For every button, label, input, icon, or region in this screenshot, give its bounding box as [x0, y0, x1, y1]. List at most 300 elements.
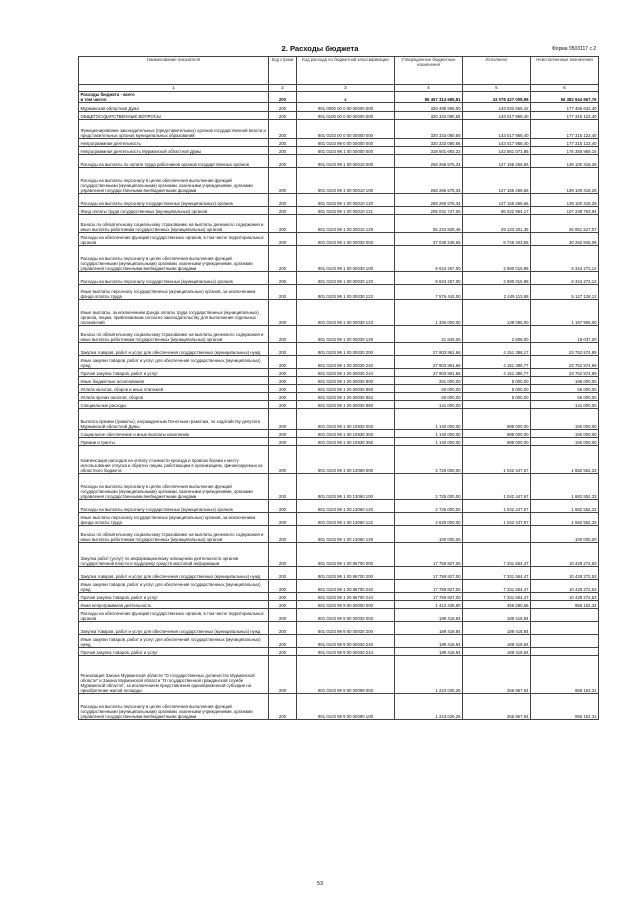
table-row — [79, 139, 599, 147]
table-row — [79, 409, 599, 430]
row-approved: 318 501 693,22 — [395, 147, 463, 155]
row-unexecuted: 1 682 552,33 — [531, 446, 599, 474]
table-row — [79, 194, 599, 207]
row-code: 200 — [269, 648, 297, 656]
row-executed: 5 000,00 — [463, 385, 531, 393]
table-row — [79, 401, 599, 409]
row-approved: 268 266 575,34 — [395, 194, 463, 207]
row-budget-code: 801 0103 99 1 00 86700 000 — [297, 543, 395, 567]
row-executed: 43 078 427 008,98 — [463, 92, 531, 103]
row-code: 200 — [269, 246, 297, 272]
row-executed — [463, 401, 531, 409]
table-row — [79, 272, 599, 285]
row-approved: 320 333 080,56 — [395, 112, 463, 120]
row-approved: 2 625 000,00 — [395, 513, 463, 526]
row-code: 200 — [269, 92, 297, 103]
row-unexecuted: 1 682 552,33 — [531, 500, 599, 513]
row-code: 200 — [269, 120, 297, 139]
row-unexecuted: 10 428 272,53 — [531, 580, 599, 593]
table-row — [79, 385, 599, 393]
table-row — [79, 326, 599, 343]
row-approved: 8 634 267,00 — [395, 246, 463, 272]
row-name: Выплата премии (грамоты), награжденным Почетным грамотам, по ходатайству депутата Мурманской областной Думы — [79, 409, 269, 430]
row-budget-code: 801 0103 99 9 00 00030 200 — [297, 622, 395, 635]
table-row — [79, 430, 599, 438]
row-approved: 27 903 961,66 — [395, 369, 463, 377]
row-approved: 17 759 827,00 — [395, 567, 463, 580]
col-number: 6 — [531, 85, 599, 92]
row-budget-code: 801 0103 99 9 00 00030 240 — [297, 635, 395, 648]
row-code: 200 — [269, 409, 297, 430]
row-executed: 138 095,00 — [463, 300, 531, 326]
row-name: Социальное обеспечение и иные выплаты населению — [79, 430, 269, 438]
row-budget-code: 801 0103 99 1 00 00030 240 — [297, 356, 395, 369]
row-approved: 189 418,84 — [395, 609, 463, 622]
row-code: 200 — [269, 609, 297, 622]
row-budget-code: 801 0103 99 1 00 00030 800 — [297, 377, 395, 385]
row-unexecuted: 139 100 318,28 — [531, 155, 599, 168]
row-unexecuted: 177 466 632,40 — [531, 103, 599, 112]
row-approved: 86 457 314 686,81 — [395, 92, 463, 103]
row-name: Расходы на обеспечение функций государственных органов, в том числе территориальных органов — [79, 609, 269, 622]
table-row — [79, 446, 599, 474]
row-executed: 7 331 554,47 — [463, 567, 531, 580]
row-approved: 100 000,00 — [395, 526, 463, 543]
row-name: Закупка товаров, работ и услуг для обеспечения государственных (муниципальных) нужд — [79, 567, 269, 580]
row-code: 200 — [269, 343, 297, 356]
row-executed: 4 151 386,77 — [463, 356, 531, 369]
row-approved: 8 634 267,00 — [395, 272, 463, 285]
row-budget-code: 801 0103 99 1 00 00030 200 — [297, 343, 395, 356]
row-approved: 320 495 595,00 — [395, 103, 463, 112]
row-code: 200 — [269, 385, 297, 393]
row-name: Мурманская областная Дума — [79, 103, 269, 112]
row-executed — [463, 526, 531, 543]
table-body — [79, 92, 599, 720]
col-header-plan: Утвержденные бюджетные назначения — [395, 57, 463, 85]
row-unexecuted: 141 000,00 — [531, 401, 599, 409]
table-row — [79, 438, 599, 446]
row-name: Взносы по обязательному социальному страхованию на выплаты денежного содержания и иные выплаты работникам государственных (муниципальных) органов — [79, 215, 269, 233]
row-budget-code: 801 0103 99 1 00 00010 100 — [297, 168, 395, 194]
row-name: Расходы бюджета - всего в том числе: — [79, 92, 269, 103]
row-unexecuted: 1 582 552,33 — [531, 513, 599, 526]
row-name: Взносы по обязательному социальному страхованию на выплаты денежного содержания и иные выплаты работникам государственных (муниципальных) органов — [79, 526, 269, 543]
row-unexecuted: 30 292 845,08 — [531, 233, 599, 246]
row-name: Прочая закупка товаров, работ и услуг — [79, 648, 269, 656]
row-executed: 143 017 958,40 — [463, 120, 531, 139]
row-executed: 4 151 386,17 — [463, 343, 531, 356]
row-approved: 320 333 080,56 — [395, 120, 463, 139]
row-name: Расходы на выплаты персоналу государственных (муниципальных) органов — [79, 194, 269, 207]
table-row — [79, 369, 599, 377]
row-name: Уплата налогов, сборов и иных платежей — [79, 385, 269, 393]
col-header-left: Неисполненные назначения — [531, 57, 599, 85]
table-row — [79, 155, 599, 168]
row-name: Расходы на выплаты персоналу в целях обеспечения выполнения функций государственными (муниципальными) органами, казенными учреждениями, органами управления государственными внебюджетными фондами — [79, 168, 269, 194]
row-code: 200 — [269, 272, 297, 285]
row-code: 200 — [269, 543, 297, 567]
row-approved: 60 000,00 — [395, 393, 463, 401]
table-row — [79, 567, 599, 580]
row-budget-code: 801 0103 99 1 00 00030 244 — [297, 369, 395, 377]
row-unexecuted: 139 100 318,28 — [531, 168, 599, 194]
row-executed: 127 156 266,66 — [463, 194, 531, 207]
col-number: 3 — [297, 85, 395, 92]
row-approved: 21 845,00 — [395, 326, 463, 343]
table-row — [79, 474, 599, 500]
row-executed: 2 449 113,88 — [463, 285, 531, 300]
row-unexecuted: 10 428 272,53 — [531, 567, 599, 580]
row-unexecuted: 1 682 552,33 — [531, 474, 599, 500]
form-code: Форма 0503117 с.2 — [552, 46, 597, 52]
row-code: 200 — [269, 430, 297, 438]
row-approved: 60 000,00 — [395, 385, 463, 393]
row-code: 200 — [269, 635, 297, 648]
row-executed: 5 000,00 — [463, 393, 531, 401]
table-row — [79, 300, 599, 326]
table-row — [79, 377, 599, 385]
row-name: Иные выплаты, за исключением фонда оплаты труда государственных (муниципальных) органов, лицам, привлекаемым согласно законодательству для выполнения отдельных полномочий — [79, 300, 269, 326]
row-executed: 1 042 447,67 — [463, 474, 531, 500]
row-code: 200 — [269, 168, 297, 194]
column-number-row — [79, 85, 599, 92]
col-header-done: Исполнено — [463, 57, 531, 85]
row-approved: 17 759 827,00 — [395, 580, 463, 593]
row-executed: 2 590 015,98 — [463, 272, 531, 285]
row-budget-code: 801 0103 99 9 00 00030 000 — [297, 609, 395, 622]
row-unexecuted: 23 752 574,89 — [531, 343, 599, 356]
row-executed: 143 017 958,40 — [463, 112, 531, 120]
row-name: Закупка товаров, работ и услуг для обеспечения государственных (муниципальных) нужд — [79, 343, 269, 356]
row-budget-code: 801 0100 00 0 00 00000 000 — [297, 112, 395, 120]
row-unexecuted: 956 152,31 — [531, 656, 599, 694]
row-name: Иные выплаты персоналу государственных (муниципальных) органов, за исключением фонда оплаты труда — [79, 285, 269, 300]
table-row — [79, 601, 599, 609]
row-code: 200 — [269, 300, 297, 326]
row-code: 200 — [269, 393, 297, 401]
table-row — [79, 543, 599, 567]
row-approved: 1 140 000,00 — [395, 430, 463, 438]
row-unexecuted — [531, 609, 599, 622]
row-name: Расходы на выплаты по оплате труда работников органов государственных органов — [79, 155, 269, 168]
table-row — [79, 168, 599, 194]
row-executed: 1 042 447,67 — [463, 500, 531, 513]
col-number: 5 — [463, 85, 531, 92]
row-budget-code: 801 0103 99 1 00 10830 350 — [297, 438, 395, 446]
row-executed: 1 042 447,67 — [463, 513, 531, 526]
row-code: 200 — [269, 526, 297, 543]
row-unexecuted: 107 248 763,94 — [531, 207, 599, 215]
table-row — [79, 285, 599, 300]
row-name: Взносы по обязательному социальному страхованию на выплаты денежного содержания и иные выплаты работникам государственных (муниципальных) органов — [79, 326, 269, 343]
row-name: ОБЩЕГОСУДАРСТВЕННЫЕ ВОПРОСЫ — [79, 112, 269, 120]
row-approved: 1 140 000,00 — [395, 409, 463, 430]
table-row — [79, 246, 599, 272]
row-name: Уплата прочих налогов, сборов — [79, 393, 269, 401]
table-row — [79, 648, 599, 656]
row-budget-code: 801 0103 99 1 00 10830 000 — [297, 409, 395, 430]
row-name: Иные закупки товаров, работ и услуг для обеспечения государственных (муниципальных) нужд — [79, 580, 269, 593]
row-code: 200 — [269, 438, 297, 446]
row-approved: 27 903 961,66 — [395, 356, 463, 369]
row-approved: 1 336 000,00 — [395, 300, 463, 326]
row-budget-code: 801 0103 99 1 00 86700 244 — [297, 593, 395, 601]
row-unexecuted: 196 000,00 — [531, 377, 599, 385]
row-name: Закупка работ (услуг) по информационному освещению деятельности органов государственной власти и поддержку средств массовой информации — [79, 543, 269, 567]
row-unexecuted — [531, 635, 599, 648]
row-unexecuted: 139 100 318,28 — [531, 194, 599, 207]
row-unexecuted: 26 851 527,07 — [531, 215, 599, 233]
row-approved: 189 418,84 — [395, 622, 463, 635]
row-approved: 1 223 026,26 — [395, 656, 463, 694]
row-budget-code: x — [297, 92, 395, 103]
row-approved: 7 576 442,00 — [395, 285, 463, 300]
row-code: 200 — [269, 147, 297, 155]
row-budget-code: 801 0103 99 1 00 00030 880 — [297, 401, 395, 409]
row-unexecuted: 956 152,34 — [531, 601, 599, 609]
row-budget-code: 801 0103 99 1 00 00030 123 — [297, 300, 395, 326]
row-approved: 1 412 436,90 — [395, 601, 463, 609]
row-budget-code: 801 0103 99 9 00 00090 000 — [297, 656, 395, 694]
row-executed: 985 000,00 — [463, 409, 531, 430]
row-code: 200 — [269, 139, 297, 147]
row-budget-code: 801 0103 99 1 00 13060 122 — [297, 513, 395, 526]
row-name: Иные бюджетные ассигнования — [79, 377, 269, 385]
row-name: Фонд оплаты труда государственных (муниципальных) органов — [79, 207, 269, 215]
table-row — [79, 112, 599, 120]
row-approved: 268 266 575,34 — [395, 155, 463, 168]
row-executed: 985 000,00 — [463, 430, 531, 438]
row-executed: 142 561 071,85 — [463, 147, 531, 155]
col-number: 4 — [395, 85, 463, 92]
row-executed: 143 017 958,40 — [463, 139, 531, 147]
row-name: Иные закупки товаров, работ и услуг для обеспечения государственных (муниципальных) нужд — [79, 635, 269, 648]
row-budget-code: 801 0103 99 1 00 00010 000 — [297, 155, 395, 168]
row-code: 200 — [269, 622, 297, 635]
row-name: Расходы на обеспечение функций государственных органов, в том числе территориальных органов — [79, 233, 269, 246]
row-code: 200 — [269, 233, 297, 246]
row-executed: 96 022 954,17 — [463, 207, 531, 215]
table-row — [79, 120, 599, 139]
row-budget-code: 801 0103 99 1 00 00030 129 — [297, 326, 395, 343]
row-budget-code: 801 0103 99 1 00 13060 120 — [297, 500, 395, 513]
row-name: Функционирование законодательных (представительных) органов государственной власти и представительных органов муниципальных образований — [79, 120, 269, 139]
row-executed: 127 156 266,66 — [463, 155, 531, 168]
row-executed: 127 156 266,66 — [463, 168, 531, 194]
row-approved: 2 725 000,00 — [395, 446, 463, 474]
row-code: 200 — [269, 567, 297, 580]
row-code: 200 — [269, 513, 297, 526]
row-budget-code: 801 0103 99 1 00 86700 200 — [297, 567, 395, 580]
row-executed: 266 867,94 — [463, 694, 531, 720]
row-name: Иные выплаты персоналу государственных (муниципальных) органов, за исключением фонда оплаты труда — [79, 513, 269, 526]
row-budget-code: 801 0103 99 1 00 00030 850 — [297, 385, 395, 393]
row-approved: 2 725 000,00 — [395, 474, 463, 500]
row-executed: 189 418,84 — [463, 622, 531, 635]
row-unexecuted: 10 428 272,53 — [531, 593, 599, 601]
row-code: 200 — [269, 377, 297, 385]
row-name: Специальные расходы — [79, 401, 269, 409]
table-row — [79, 343, 599, 356]
table-row — [79, 580, 599, 593]
row-budget-code: 801 0103 99 1 00 00010 120 — [297, 194, 395, 207]
row-name: Прочая закупка товаров, работ и услуг — [79, 369, 269, 377]
row-unexecuted — [531, 622, 599, 635]
row-code: 200 — [269, 580, 297, 593]
table-row — [79, 609, 599, 622]
row-executed: 189 418,84 — [463, 609, 531, 622]
row-name: Прочая закупка товаров, работ и услуг — [79, 593, 269, 601]
row-budget-code: 801 0103 99 1 00 13060 129 — [297, 526, 395, 543]
row-name: Компенсация расходов на оплату стоимости проезда и провоза багажа к месту использования отпуска и обратно лицам, работающим в организациях, финансируемых из областного бюджета — [79, 446, 269, 474]
row-approved: 17 759 827,00 — [395, 593, 463, 601]
row-executed: 29 133 301,38 — [463, 215, 531, 233]
row-unexecuted: 55 000,00 — [531, 393, 599, 401]
row-code: 200 — [269, 194, 297, 207]
row-budget-code: 801 0103 99 9 00 00030 244 — [297, 648, 395, 656]
row-code: 200 — [269, 694, 297, 720]
table-row — [79, 593, 599, 601]
row-unexecuted: 176 358 969,15 — [531, 147, 599, 155]
row-executed: 6 745 403,55 — [463, 233, 531, 246]
row-executed: 7 331 554,47 — [463, 593, 531, 601]
row-unexecuted: 5 127 128,12 — [531, 285, 599, 300]
col-header-code: Код строки — [269, 57, 297, 85]
row-approved: 189 418,84 — [395, 648, 463, 656]
row-approved: 205 031 747,00 — [395, 207, 463, 215]
row-approved: 27 903 961,66 — [395, 343, 463, 356]
row-budget-code: 801 0103 99 1 00 00010 121 — [297, 207, 395, 215]
table-row — [79, 356, 599, 369]
row-code: 200 — [269, 112, 297, 120]
row-unexecuted: 6 344 273,12 — [531, 246, 599, 272]
row-budget-code: 801 0103 99 1 00 00030 852 — [297, 393, 395, 401]
row-name: Реализация Закона Мурманской области "О государственных должностях Мурманской области" и Закона Мурманской области "О государственной гражданской службе Мурманской области", за исключением представления единовременной субсидии на приобретение жилой площади — [79, 656, 269, 694]
row-budget-code: 801 0103 00 0 00 00000 000 — [297, 120, 395, 139]
row-approved: 201 000,00 — [395, 377, 463, 385]
expenses-table — [78, 56, 599, 720]
table-row — [79, 656, 599, 694]
row-budget-code: 801 0103 99 1 00 13060 100 — [297, 474, 395, 500]
row-name: Иная непрограммная деятельность — [79, 601, 269, 609]
row-budget-code: 801 0103 99 9 00 00090 100 — [297, 694, 395, 720]
row-budget-code: 801 0103 99 1 00 86700 240 — [297, 580, 395, 593]
row-budget-code: 801 0103 99 1 00 00030 120 — [297, 272, 395, 285]
row-approved: 1 140 000,00 — [395, 438, 463, 446]
table-row — [79, 500, 599, 513]
row-code: 200 — [269, 155, 297, 168]
row-budget-code: 801 0103 99 1 00 00030 100 — [297, 246, 395, 272]
row-unexecuted: 956 152,31 — [531, 694, 599, 720]
row-code: 200 — [269, 326, 297, 343]
row-executed: 266 867,94 — [463, 656, 531, 694]
row-unexecuted: 177 315 122,40 — [531, 139, 599, 147]
row-code: 200 — [269, 401, 297, 409]
table-row — [79, 233, 599, 246]
row-executed: 7 331 554,47 — [463, 543, 531, 567]
table-row — [79, 526, 599, 543]
row-budget-code: 801 0103 99 1 00 13060 000 — [297, 446, 395, 474]
row-unexecuted: 6 344 273,12 — [531, 272, 599, 285]
row-approved: 189 418,84 — [395, 635, 463, 648]
row-name: Расходы на выплаты персоналу в целях обеспечения выполнения функций государственными (муниципальными) органами, казенными учреждениями, органами управления государственными внебюджетными фондами — [79, 246, 269, 272]
table-row — [79, 393, 599, 401]
row-code: 200 — [269, 103, 297, 112]
table-row — [79, 92, 599, 103]
table-row — [79, 513, 599, 526]
row-budget-code: 801 0000 00 0 00 00000 000 — [297, 103, 395, 112]
row-executed: 1 042 447,67 — [463, 446, 531, 474]
row-executed: 7 331 554,47 — [463, 580, 531, 593]
row-budget-code: 801 0103 99 1 00 00000 000 — [297, 147, 395, 155]
row-unexecuted: 56 382 944 667,76 — [531, 92, 599, 103]
row-executed: 5 000,00 — [463, 377, 531, 385]
row-unexecuted: 177 315 122,40 — [531, 120, 599, 139]
col-header-kbk: Код расхода по бюджетной классификации — [297, 57, 395, 85]
row-executed: 2 590 015,98 — [463, 246, 531, 272]
table-row — [79, 215, 599, 233]
table-row — [79, 147, 599, 155]
row-unexecuted: 23 752 574,89 — [531, 369, 599, 377]
row-name: Расходы на выплаты персоналу в целях обеспечения выполнения функций государственными (муниципальными) органами, казенными учреждениями, органами управления государственными внебюджетными фондами — [79, 474, 269, 500]
row-code: 200 — [269, 369, 297, 377]
table-row — [79, 103, 599, 112]
table-row — [79, 207, 599, 215]
row-code: 200 — [269, 656, 297, 694]
col-number: 1 — [79, 85, 269, 92]
row-budget-code: 801 0103 99 1 00 10830 300 — [297, 430, 395, 438]
row-code: 200 — [269, 446, 297, 474]
row-budget-code: 801 0103 99 1 00 00030 122 — [297, 285, 395, 300]
table-row — [79, 694, 599, 720]
row-unexecuted — [531, 648, 599, 656]
row-name: Непрограммная деятельность — [79, 139, 269, 147]
row-executed: 2 808,00 — [463, 326, 531, 343]
row-executed: 4 151 386,77 — [463, 369, 531, 377]
row-code: 200 — [269, 474, 297, 500]
row-approved: 55 234 828,46 — [395, 215, 463, 233]
table-header-row — [79, 57, 599, 85]
row-approved: 268 266 575,34 — [395, 168, 463, 194]
row-approved: 320 333 080,56 — [395, 139, 463, 147]
row-name: Иные закупки товаров, работ и услуг для обеспечения государственных (муниципальных) нужд — [79, 356, 269, 369]
row-budget-code: 801 0103 99 0 00 00000 000 — [297, 139, 395, 147]
row-name: Расходы на выплаты персоналу государственных (муниципальных) органов — [79, 272, 269, 285]
row-code: 200 — [269, 500, 297, 513]
row-name: Расходы на выплаты персоналу в целях обеспечения выполнения функций государственными (муниципальными) органами, казенными учреждениями, органами управления государственными внебюджетными фондами — [79, 694, 269, 720]
row-executed: 189 418,84 — [463, 648, 531, 656]
row-budget-code: 801 0103 99 1 00 00010 129 — [297, 215, 395, 233]
row-name: Закупка товаров, работ и услуг для обеспечения государственных (муниципальных) нужд — [79, 622, 269, 635]
row-unexecuted: 55 000,00 — [531, 385, 599, 393]
row-executed: 143 032 656,42 — [463, 103, 531, 112]
row-name: Расходы на выплаты персоналу государственных (муниципальных) органов — [79, 500, 269, 513]
col-header-name: Наименование показателя — [79, 57, 269, 85]
row-approved: 2 725 000,00 — [395, 500, 463, 513]
page-title: 2. Расходы бюджета — [281, 44, 359, 53]
row-budget-code: 801 0103 99 9 00 00000 000 — [297, 601, 395, 609]
row-executed: 985 000,00 — [463, 438, 531, 446]
row-code: 200 — [269, 215, 297, 233]
row-name: Непрограммная деятельность Мурманской областной Думы — [79, 147, 269, 155]
row-unexecuted: 100 000,00 — [531, 526, 599, 543]
row-unexecuted: 23 752 574,89 — [531, 356, 599, 369]
table-row — [79, 635, 599, 648]
row-code: 200 — [269, 601, 297, 609]
row-unexecuted: 10 428 272,53 — [531, 543, 599, 567]
page-number: 53 — [316, 881, 324, 887]
